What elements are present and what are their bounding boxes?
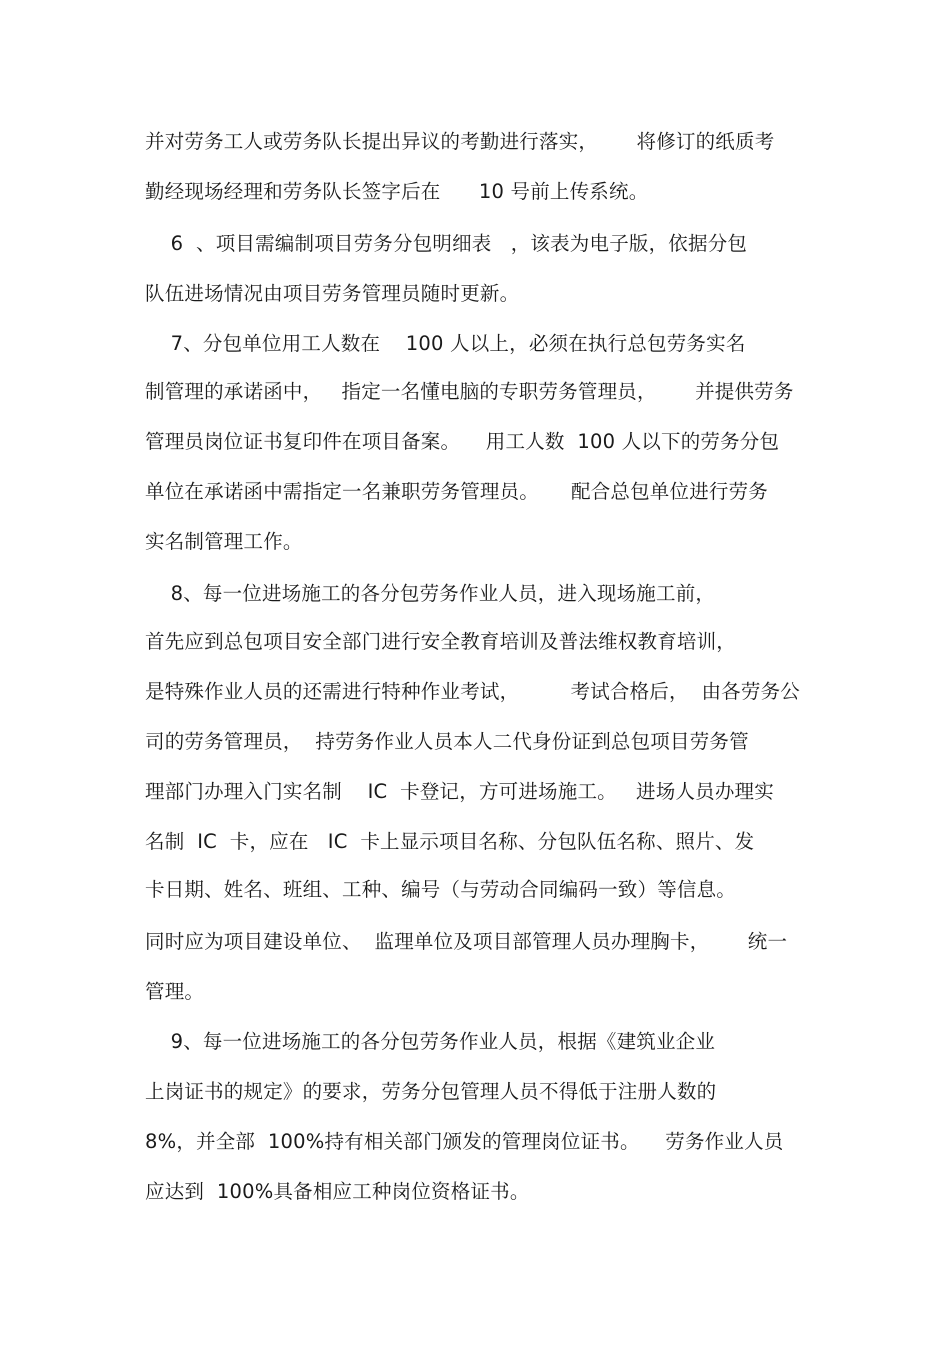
text-line: 是特殊作业人员的还需进行特种作业考试， 考试合格后， 由各劳务公 [145, 680, 800, 703]
text-line: 管理。 [145, 980, 205, 1003]
text-line: 首先应到总包项目安全部门进行安全教育培训及普法维权教育培训， [145, 630, 737, 653]
text-line: 理部门办理入门实名制 IC 卡登记，方可进场施工。 进场人员办理实 [145, 780, 774, 803]
text-line: 名制 IC 卡，应在 IC 卡上显示项目名称、分包队伍名称、照片、发 [145, 830, 755, 853]
text-line: 应达到 100%具备相应工种岗位资格证书。 [145, 1180, 530, 1203]
text-line: 8%，并全部 100%持有相关部门颁发的管理岗位证书。 劳务作业人员 [145, 1130, 784, 1153]
text-line: 实名制管理工作。 [145, 530, 303, 553]
text-line: 并对劳务工人或劳务队长提出异议的考勤进行落实， 将修订的纸质考 [145, 130, 775, 153]
text-line: 同时应为项目建设单位、 监理单位及项目部管理人员办理胸卡， 统一 [145, 930, 788, 953]
text-line: 勤经现场经理和劳务队长签字后在 10 号前上传系统。 [145, 180, 649, 203]
text-line: 9、每一位进场施工的各分包劳务作业人员，根据《建筑业企业 [145, 1030, 716, 1053]
text-line: 司的劳务管理员， 持劳务作业人员本人二代身份证到总包项目劳务管 [145, 730, 749, 753]
text-line: 单位在承诺函中需指定一名兼职劳务管理员。 配合总包单位进行劳务 [145, 480, 768, 503]
text-line: 管理员岗位证书复印件在项目备案。 用工人数 100 人以下的劳务分包 [145, 430, 780, 453]
text-line: 制管理的承诺函中， 指定一名懂电脑的专职劳务管理员， 并提供劳务 [145, 380, 794, 403]
text-line: 8、每一位进场施工的各分包劳务作业人员，进入现场施工前， [145, 582, 716, 605]
text-line: 上岗证书的规定》的要求，劳务分包管理人员不得低于注册人数的 [145, 1080, 717, 1103]
text-line: 卡日期、姓名、班组、工种、编号（与劳动合同编码一致）等信息。 [145, 878, 737, 901]
text-line: 6 、项目需编制项目劳务分包明细表 ，该表为电子版，依据分包 [145, 232, 748, 255]
text-line: 队伍进场情况由项目劳务管理员随时更新。 [145, 282, 520, 305]
text-line: 7、分包单位用工人数在 100 人以上，必须在执行总包劳务实名 [145, 332, 746, 355]
